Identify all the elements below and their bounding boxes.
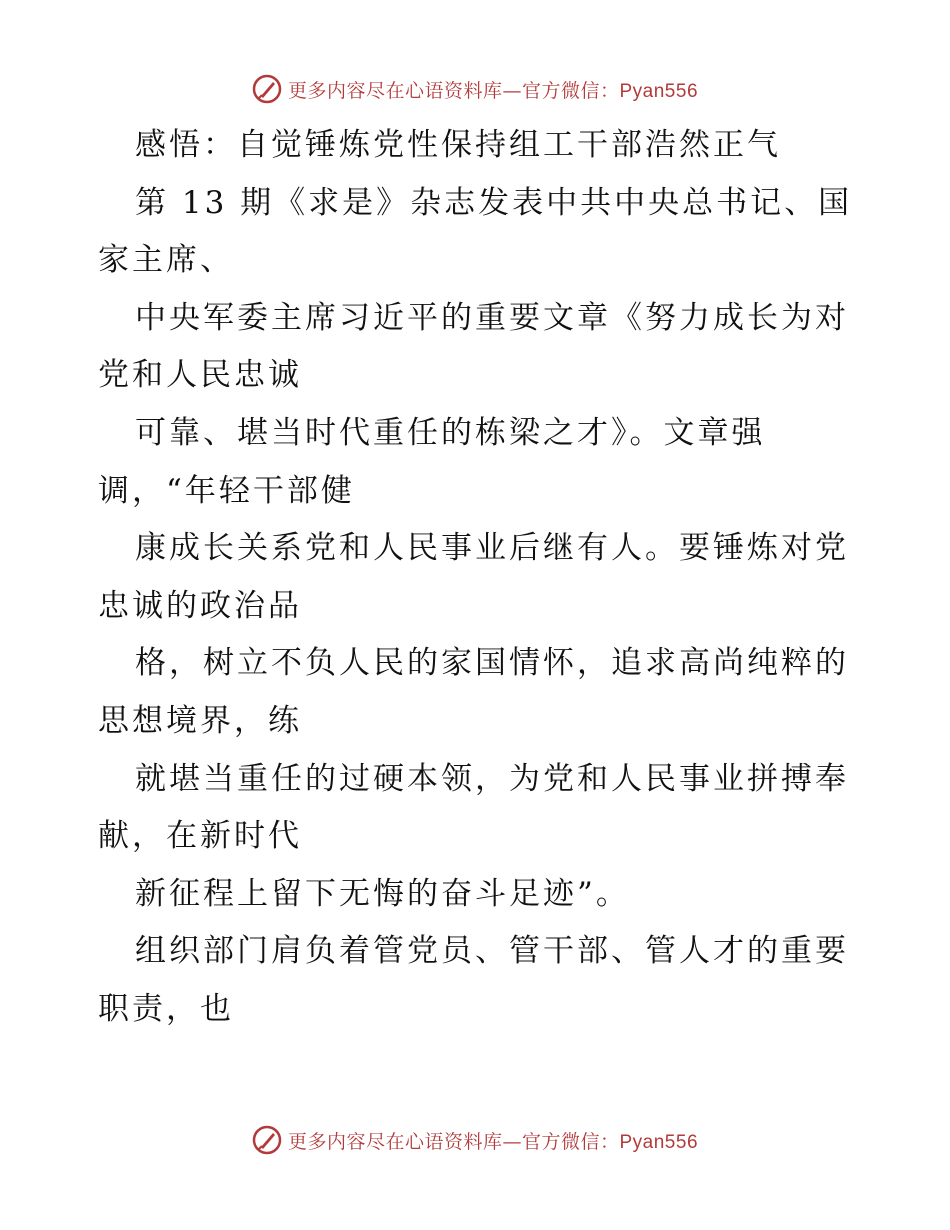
text-line: 中央军委主席习近平的重要文章《努力成长为对 — [135, 299, 849, 336]
watermark-text — [288, 76, 698, 103]
text-line: 康成长关系党和人民事业后继有人。要锤炼对党 — [135, 530, 849, 567]
watermark-text — [288, 1127, 698, 1154]
watermark-separator: — — [502, 1130, 522, 1153]
text-line: 调，“年轻干部健 — [98, 472, 355, 509]
quill-logo-icon — [252, 1125, 282, 1155]
text-line: 格，树立不负人民的家国情怀，追求高尚纯粹的 — [135, 645, 849, 682]
watermark-separator: — — [502, 79, 522, 102]
watermark-wechat-id: Pyan556 — [619, 80, 699, 102]
watermark-wechat-id: Pyan556 — [619, 1131, 699, 1153]
text-line: 就堪当重任的过硬本领，为党和人民事业拼搏奉 — [135, 760, 849, 797]
watermark-official-label: 官方微信： — [521, 79, 620, 102]
document-title: 感悟：自觉锤炼党性保持组工干部浩然正气 — [135, 127, 781, 163]
watermark-site-text: 更多内容尽在心语资料库 — [287, 79, 503, 102]
document-body — [98, 117, 858, 1039]
text-line: 可靠、堪当时代重任的栋梁之才》。文章强 — [135, 414, 766, 451]
watermark-official-label: 官方微信： — [521, 1130, 620, 1153]
header-watermark — [0, 72, 950, 106]
text-line: 思想境界，练 — [98, 702, 302, 739]
text-line: 新征程上留下无悔的奋斗足迹”。 — [135, 875, 630, 912]
quill-logo-icon — [252, 74, 282, 104]
watermark-site-text: 更多内容尽在心语资料库 — [287, 1130, 503, 1153]
footer-watermark — [0, 1123, 950, 1157]
text-line: 第 13 期《求是》杂志发表中共中央总书记、国 — [135, 184, 853, 221]
text-line: 职责，也 — [98, 990, 234, 1027]
text-line: 忠诚的政治品 — [98, 587, 302, 624]
text-line: 家主席、 — [98, 242, 234, 279]
text-line: 党和人民忠诚 — [98, 357, 302, 394]
text-line: 献，在新时代 — [98, 818, 302, 855]
text-line: 组织部门肩负着管党员、管干部、管人才的重要 — [135, 933, 849, 970]
